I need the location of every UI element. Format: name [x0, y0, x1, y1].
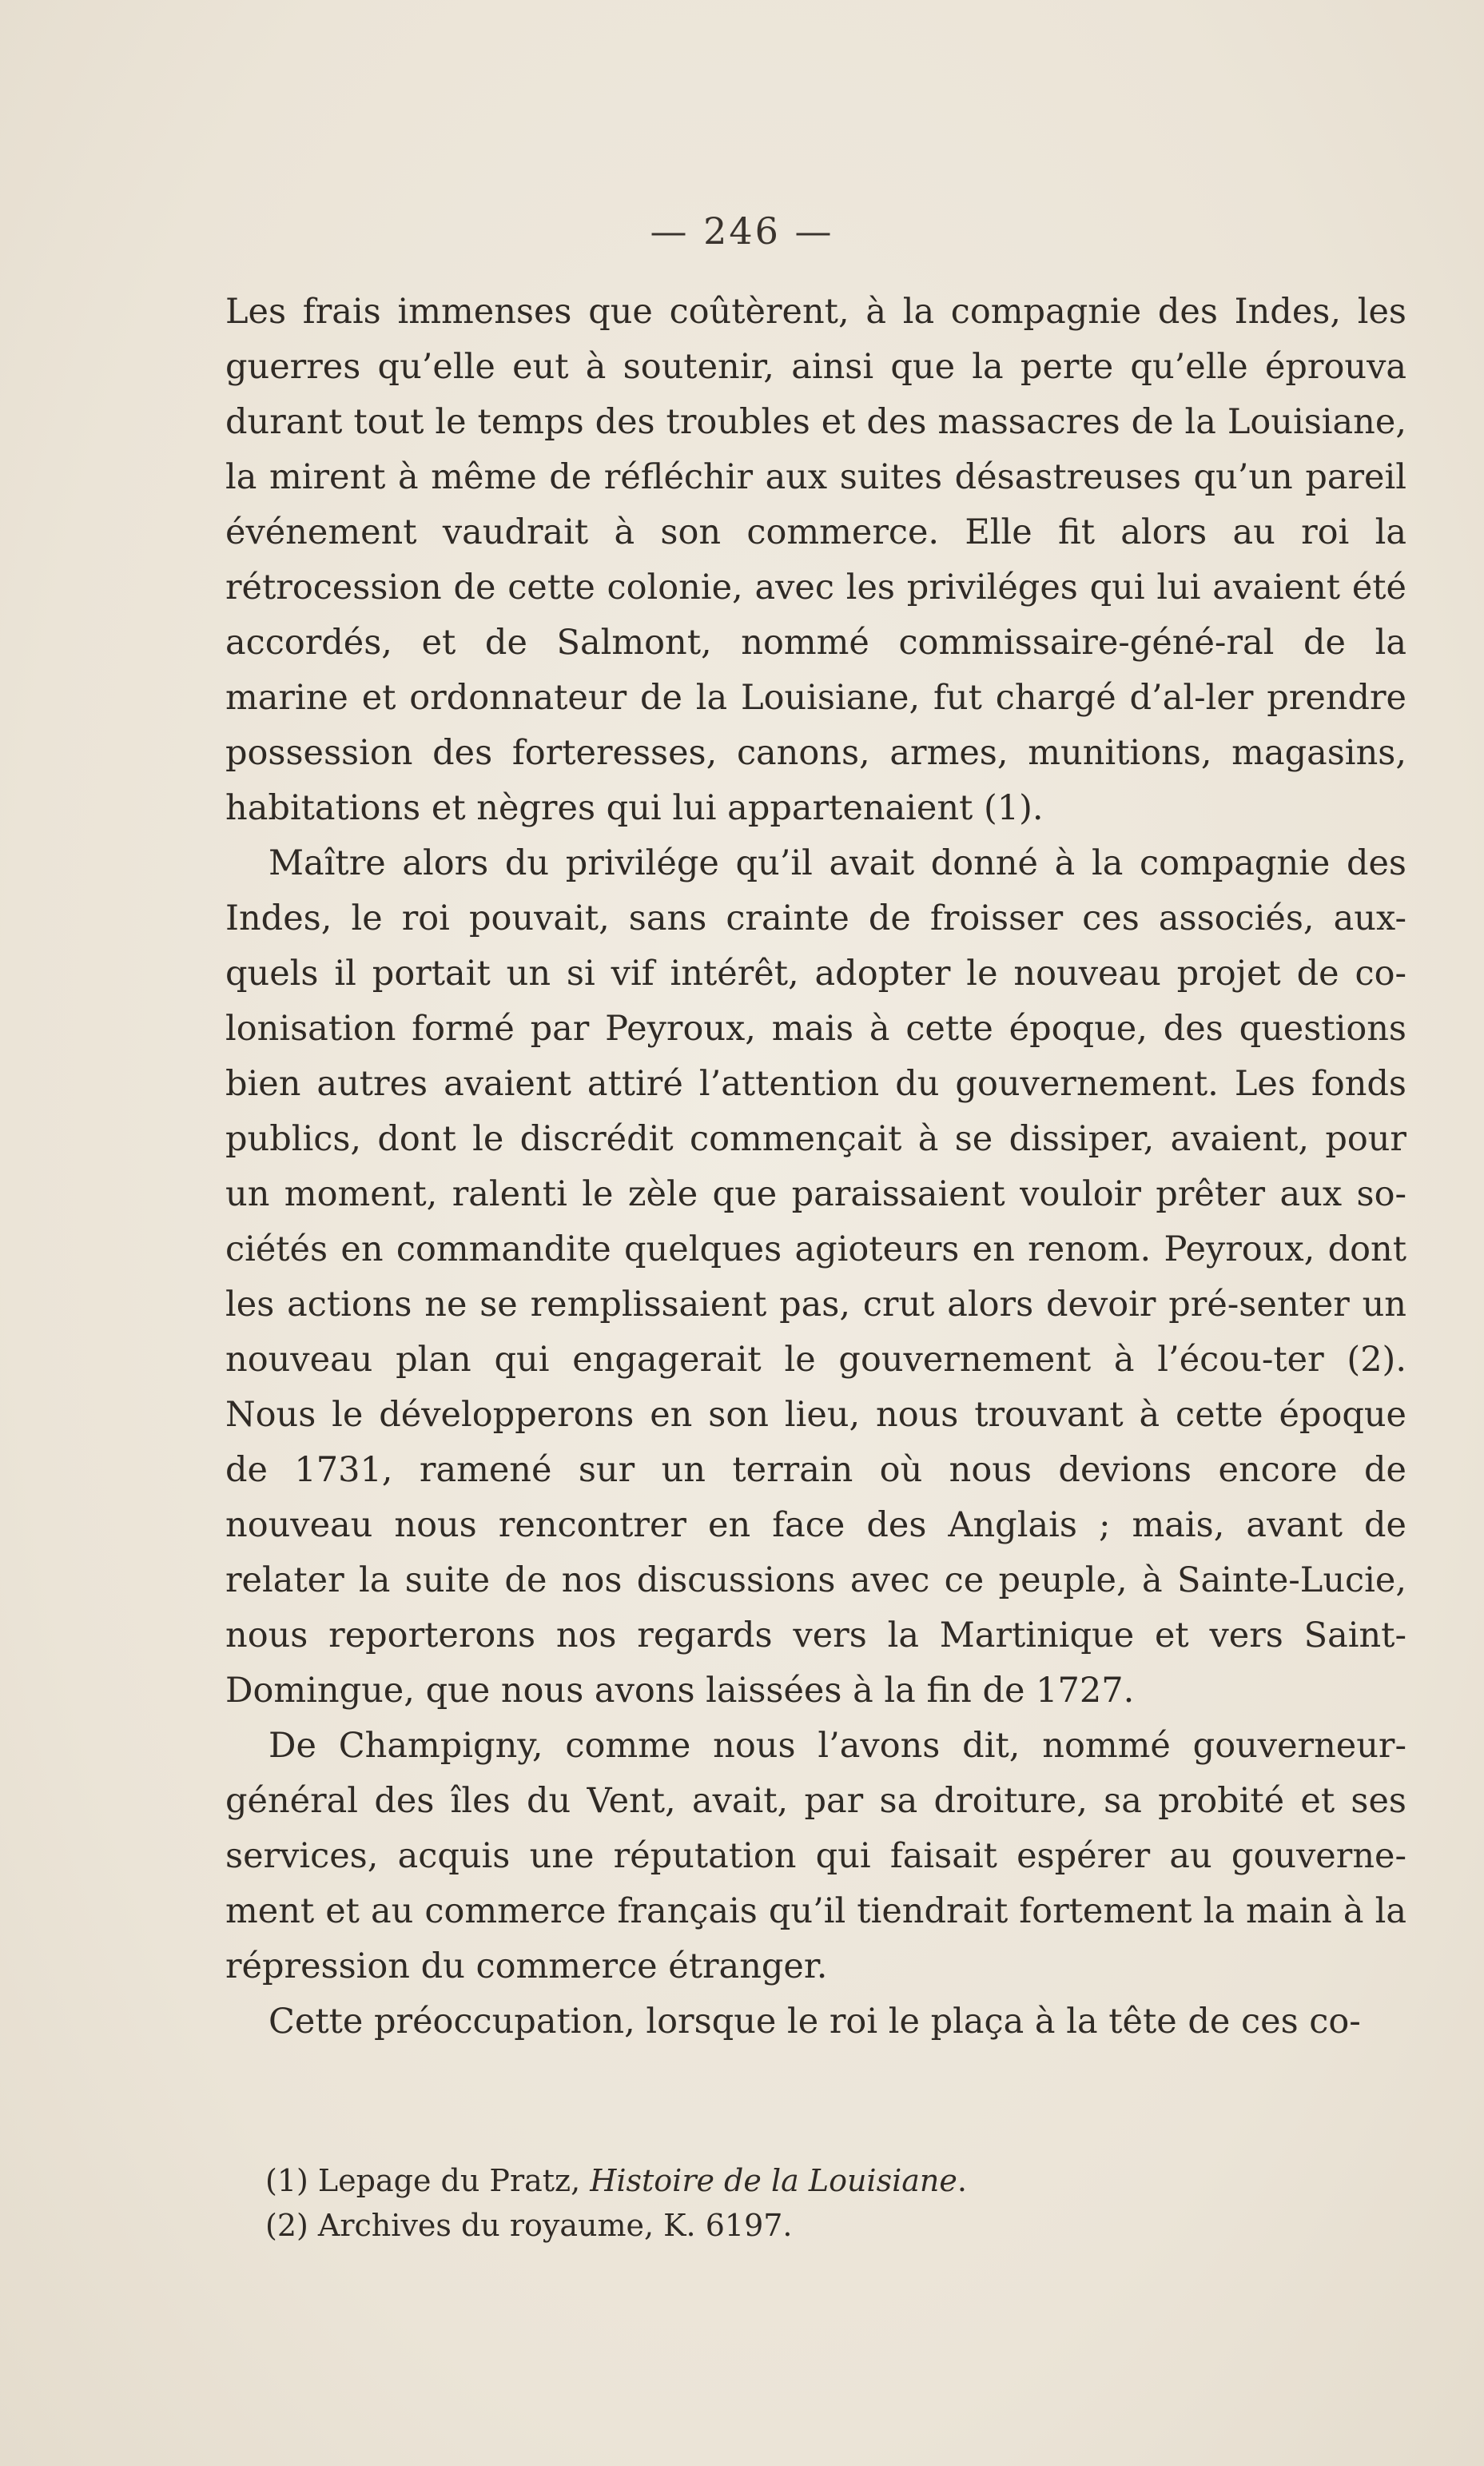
paragraph-3: De Champigny, comme nous l’avons dit, nommé gouverneur-général des îles du Vent, avait, par sa droiture, sa probité et ses services, acquis une réputation qui faisait espérer au gouverne-ment et au commerce français qu’il tiendrait fortement la main à la répression du commerce étranger. — [225, 1726, 1406, 1986]
footnote-marker: (1) — [265, 2163, 308, 2198]
page-number: — 246 — — [650, 209, 834, 253]
footnote-text-end: . — [957, 2163, 967, 2198]
footnote-marker: (2) — [265, 2208, 308, 2243]
footnote-2 — [225, 2203, 1406, 2248]
footnote-text: Lepage du Pratz, — [317, 2163, 591, 2198]
paragraph-4: Cette préoccupation, lorsque le roi le plaça à la tête de ces co- — [269, 2002, 1361, 2042]
footnote-title: Histoire de la Louisiane — [590, 2163, 957, 2198]
paragraph-1: Les frais immenses que coûtèrent, à la compagnie des Indes, les guerres qu’elle eut à soutenir, ainsi que la perte qu’elle éprouva durant tout le temps des troubles et des massacres de la Louisiane, la mirent à même de réfléchir aux suites désastreuses qu’un pareil événement vaudrait à son commerce. Elle fit alors au roi la rétrocession de cette colonie, avec les priviléges qui lui avaient été accordés, et de Salmont, nommé commissaire-géné-ral de la marine et ordonnateur de la Louisiane, fut chargé d’al-ler prendre possession des forteresses, canons, armes, munitions, magasins, habitations et nègres qui lui appartenaient (1). — [225, 292, 1406, 828]
body-text — [225, 285, 1406, 2050]
footnotes — [225, 2158, 1406, 2248]
footnote-text: Archives du royaume, K. 6197. — [317, 2208, 793, 2243]
footnote-1 — [225, 2158, 1406, 2203]
paragraph-2: Maître alors du privilége qu’il avait donné à la compagnie des Indes, le roi pouvait, sans crainte de froisser ces associés, aux-quels il portait un si vif intérêt, adopter le nouveau projet de co-lonisation formé par Peyroux, mais à cette époque, des questions bien autres avaient attiré l’attention du gouvernement. Les fonds publics, dont le discrédit commençait à se dissiper, avaient, pour un moment, ralenti le zèle que paraissaient vouloir prêter aux so-ciétés en commandite quelques agioteurs en renom. Peyroux, dont les actions ne se remplissaient pas, crut alors devoir pré-senter un nouveau plan qui engagerait le gouvernement à l’écou-ter (2). Nous le développerons en son lieu, nous trouvant à cette époque de 1731, ramené sur un terrain où nous devions encore de nouveau nous rencontrer en face des Anglais ; mais, avant de relater la suite de nos discussions avec ce peuple, à Sainte-Lucie, nous reporterons nos regards vers la Martinique et vers Saint-Domingue, que nous avons laissées à la fin de 1727. — [225, 843, 1406, 1711]
